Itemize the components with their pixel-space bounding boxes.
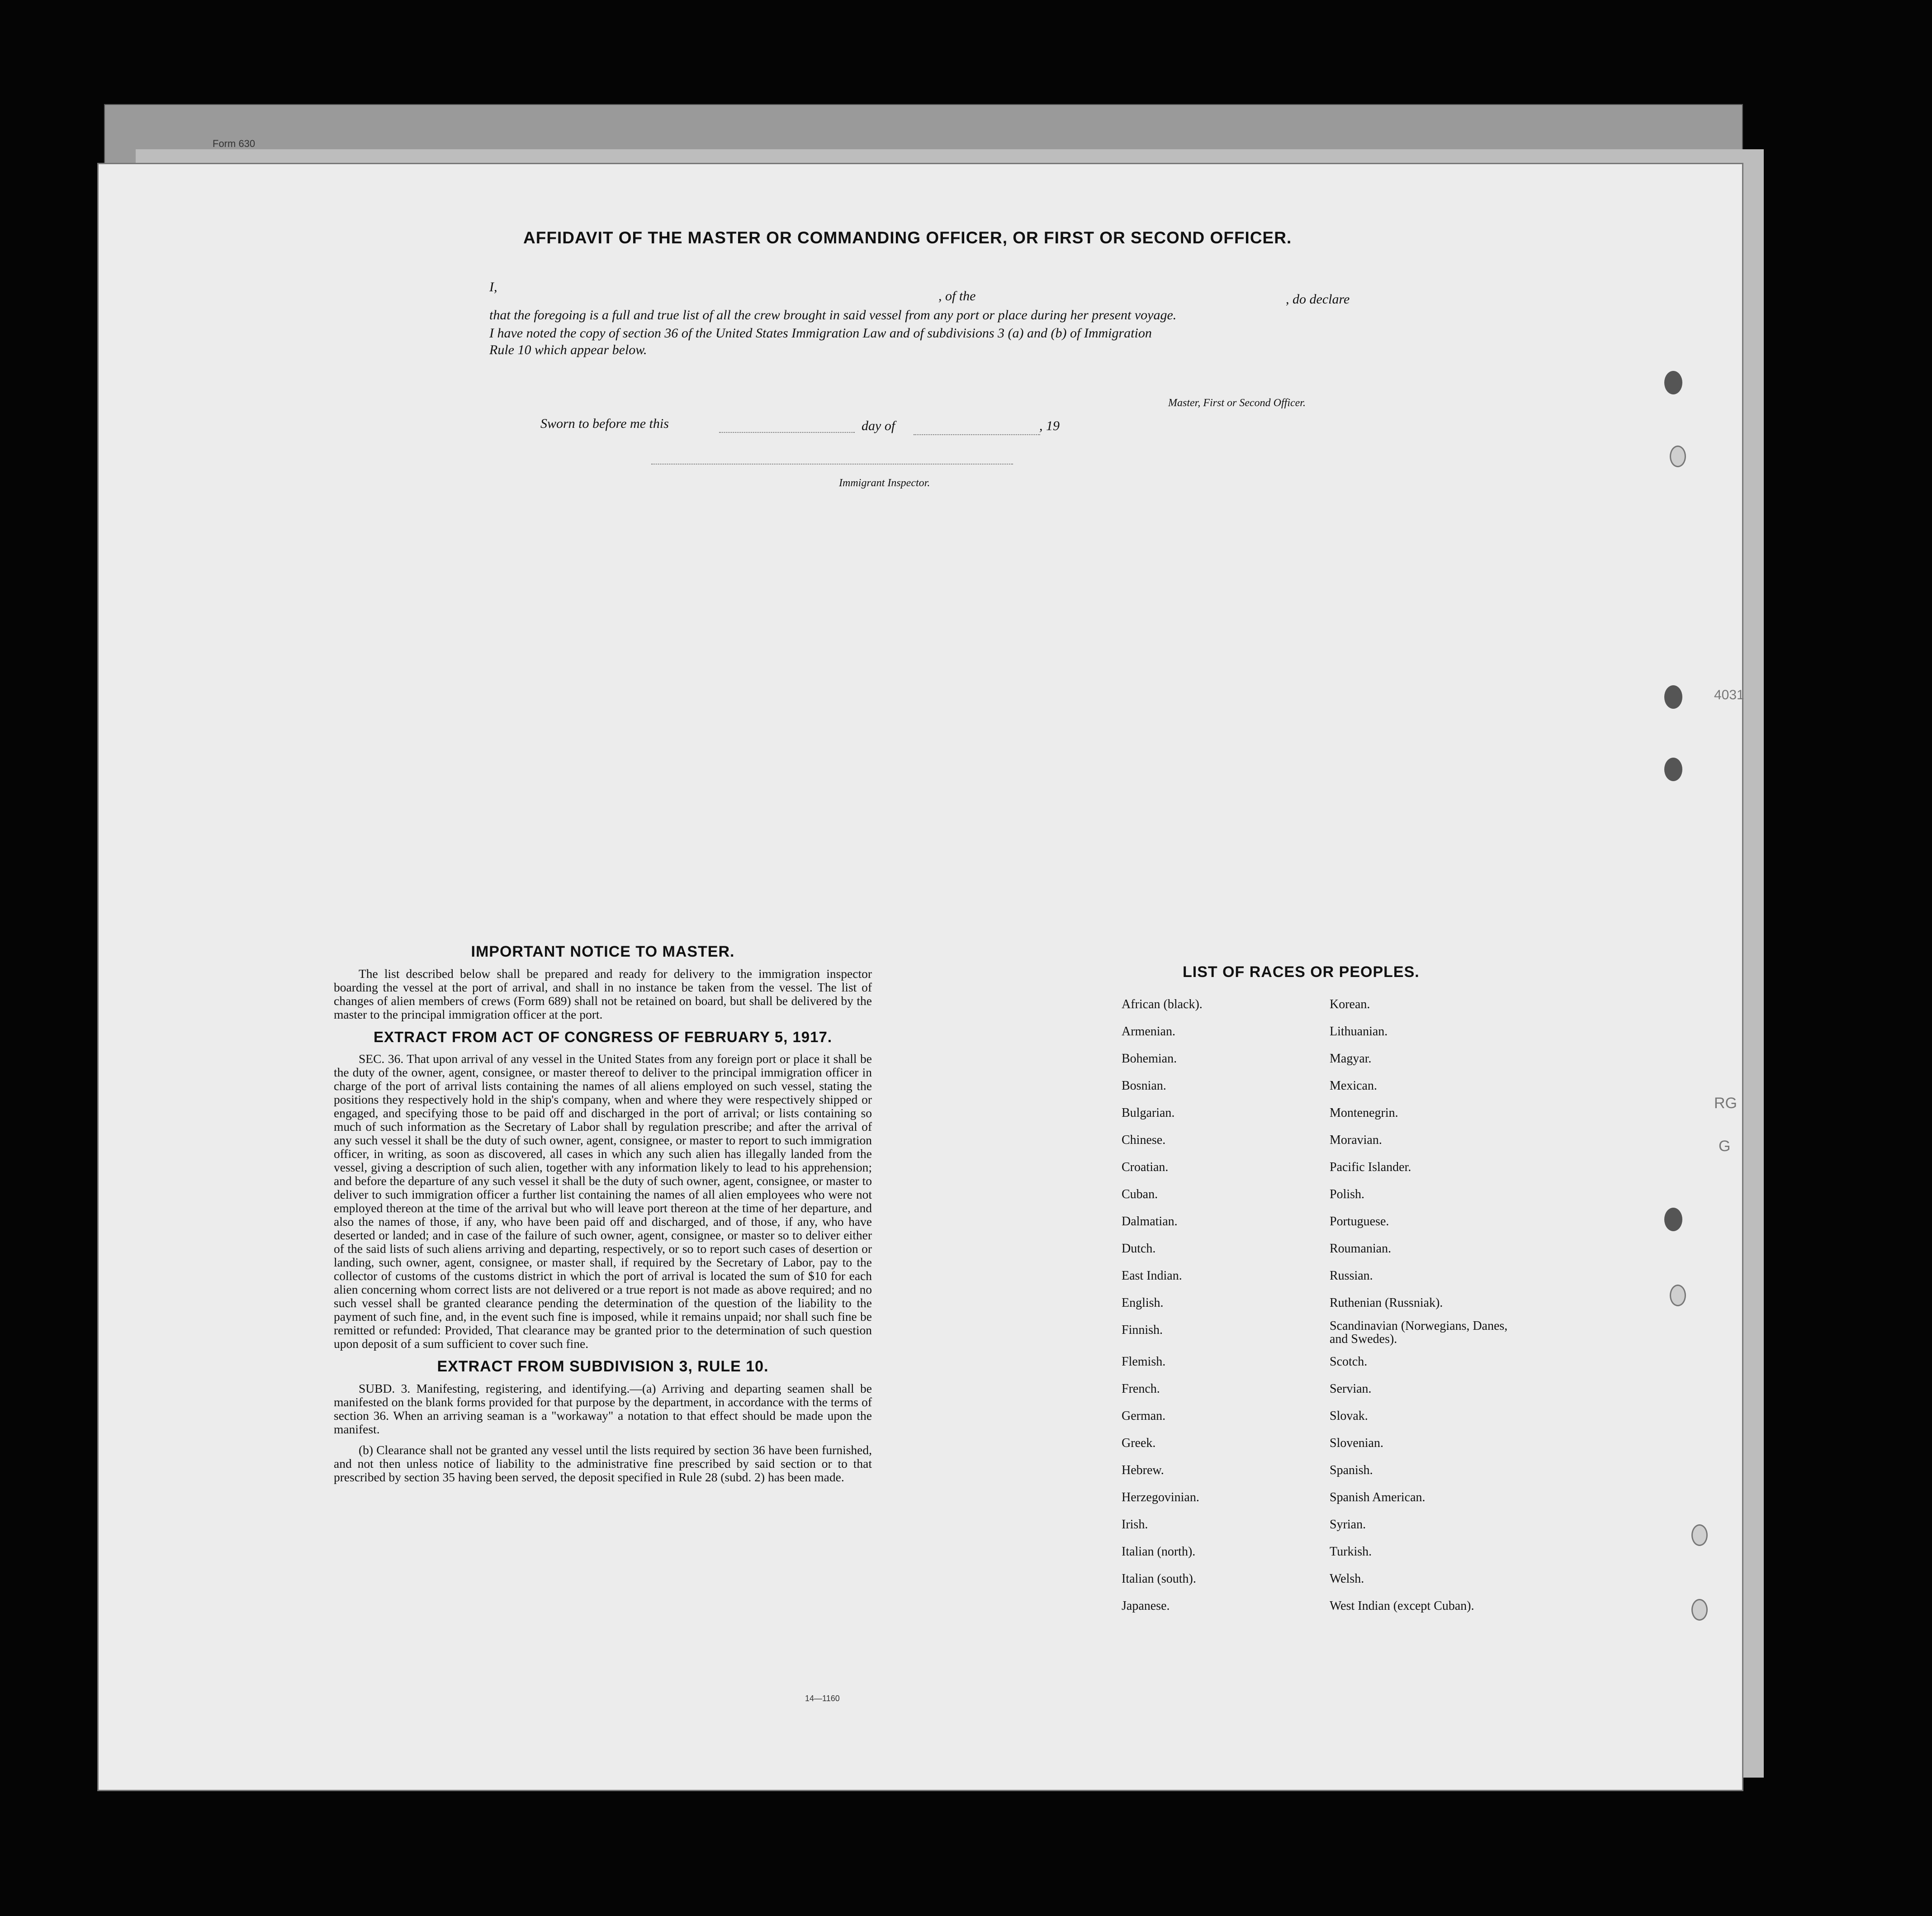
race-item: Greek. [1122,1436,1156,1450]
race-item: Finnish. [1122,1323,1163,1337]
sworn-month-line [914,434,1040,435]
affidavit-line4: Rule 10 which appear below. [489,342,647,357]
rule-para-b: (b) Clearance shall not be granted any vessel until the lists required by section 36 have been furnished, and not then unless notice of liability to the administrative fine prescribed by said section or to that prescribed by section 35 having been served, the deposit specified in Rule 28 (subd. 2) has been made. [334,1443,872,1484]
race-item: Moravian. [1330,1133,1382,1147]
race-item: West Indian (except Cuban). [1330,1599,1474,1613]
day-of-label: day of [862,418,895,433]
races-heading: LIST OF RACES OR PEOPLES. [1183,963,1420,981]
race-item: Lithuanian. [1330,1024,1388,1039]
affidavit-do-declare: , do declare [1286,292,1350,307]
binder-hole [1664,685,1682,709]
race-item: French. [1122,1382,1160,1396]
binder-hole [1664,371,1682,394]
race-item: Spanish American. [1330,1490,1425,1504]
binder-hole [1691,1599,1708,1621]
notice-body: The list described below shall be prepared and ready for delivery to the immigration inspector boarding the vessel at the port of arrival, and shall in no instance be taken from the vessel. The list of changes of alien members of crews (Form 689) shall not be retained on board, but shall be delivered by the master to the principal immigration officer at the port. [334,967,872,1021]
race-item: Italian (south). [1122,1572,1196,1586]
race-item: Slovak. [1330,1409,1368,1423]
race-item: Turkish. [1330,1545,1372,1559]
race-item: Croatian. [1122,1160,1169,1174]
race-item: Scotch. [1330,1355,1368,1369]
year-label: , 19 [1039,418,1060,433]
race-item: Korean. [1330,997,1370,1011]
form-footer-code: 14—1160 [805,1694,840,1703]
race-item: German. [1122,1409,1166,1423]
binder-hole [1664,1208,1682,1231]
race-item: Armenian. [1122,1024,1175,1039]
race-item: Hebrew. [1122,1463,1164,1477]
race-item: Scandinavian (Norwegians, Danes, and Swedes). [1330,1319,1508,1346]
race-item: African (black). [1122,997,1203,1011]
races-list [1122,963,1529,1617]
races-grid [1122,994,1529,1617]
race-item: Irish. [1122,1518,1148,1532]
race-item: East Indian. [1122,1269,1182,1283]
race-item: Chinese. [1122,1133,1166,1147]
affidavit-line3: I have noted the copy of section 36 of the United States Immigration Law and of subdivisions 3 (a) and (b) of Immigration [489,326,1152,341]
race-item: English. [1122,1296,1164,1310]
race-item: Flemish. [1122,1355,1166,1369]
race-item: Bulgarian. [1122,1106,1175,1120]
race-item: Portuguese. [1330,1214,1389,1228]
race-item: Dutch. [1122,1242,1156,1256]
race-item: Herzegovinian. [1122,1490,1199,1504]
signer-caption: Master, First or Second Officer. [1168,397,1306,409]
edge-mark-rg: RG [1714,1095,1737,1112]
race-item: Magyar. [1330,1052,1372,1066]
inspector-caption: Immigrant Inspector. [839,477,930,489]
race-item: Pacific Islander. [1330,1160,1411,1174]
rule-para-a: SUBD. 3. Manifesting, registering, and identifying.—(a) Arriving and departing seamen shall be manifested on the blank forms provided for that purpose by the department, in accordance with the terms of section 36. When an arriving seaman is a "workaway" a notation to that effect should be made upon the manifest. [334,1381,872,1436]
act-heading: EXTRACT FROM ACT OF CONGRESS OF FEBRUARY 5, 1917. [373,1029,833,1045]
race-item: Italian (north). [1122,1545,1196,1559]
affidavit-line2: that the foregoing is a full and true list of all the crew brought in said vessel from any port or place during her present voyage. [489,308,1177,322]
rule-heading: EXTRACT FROM SUBDIVISION 3, RULE 10. [437,1358,769,1375]
race-item: Montenegrin. [1330,1106,1398,1120]
race-item: Roumanian. [1330,1242,1392,1256]
binder-hole [1691,1524,1708,1546]
race-item: Slovenian. [1330,1436,1383,1450]
race-item: Cuban. [1122,1187,1158,1201]
sworn-day-line [719,432,855,433]
race-item: Japanese. [1122,1599,1170,1613]
binder-hole [1670,1285,1686,1306]
edge-mark-g: G [1719,1138,1731,1155]
race-item: Ruthenian (Russniak). [1330,1296,1443,1310]
binder-hole [1664,758,1682,781]
race-item: Bohemian. [1122,1052,1177,1066]
race-item: Welsh. [1330,1572,1364,1586]
race-item: Polish. [1330,1187,1365,1201]
race-item: Dalmatian. [1122,1214,1178,1228]
affidavit-of-the: , of the [938,289,976,304]
notice-heading: IMPORTANT NOTICE TO MASTER. [471,943,735,960]
race-item: Bosnian. [1122,1079,1166,1093]
binder-hole [1670,446,1686,467]
form-tab-label: Form 630 [213,138,256,149]
race-item: Mexican. [1330,1079,1377,1093]
edge-mark-number: 4031 [1714,688,1744,702]
race-item: Spanish. [1330,1463,1373,1477]
affidavit-title: AFFIDAVIT OF THE MASTER OR COMMANDING OFFICER, OR FIRST OR SECOND OFFICER. [523,228,1292,247]
notice-column [334,943,872,1491]
affidavit-i: I, [489,280,497,294]
inspector-signature-line [651,464,1013,465]
sworn-label: Sworn to before me this [540,416,669,431]
race-item: Servian. [1330,1382,1372,1396]
act-body: SEC. 36. That upon arrival of any vessel in the United States from any foreign port or place it shall be the duty of the owner, agent, consignee, or master thereof to deliver to the principal immigration officer in charge of the port of arrival lists containing the names of all aliens employed on such vessel, stating the positions they respectively hold in the ship's company, when and where they were respectively shipped or engaged, and specifying those to be paid off and discharged in the port of arrival; or lists containing so much of such information as the Secretary of Labor shall by regulation prescribe; and after the arrival of any such vessel it shall be the duty of such owner, agent, consignee, or master to report to such immigration officer, in writing, as soon as discovered, all cases in which any such alien has illegally landed from the vessel, giving a description of such alien, together with any information likely to lead to his apprehension; and before the departure of any such vessel it shall be the duty of such owner, agent, consignee, or master to deliver to such immigration officer a further list containing the names of all alien employees who were not employed thereon at the time of the arrival but who will leave port thereon at the time of her departure, and also the names of those, if any, who have been paid off and discharged, and of those, if any, who have deserted or landed; and in case of the failure of such owner, agent, consignee, or master so to deliver either of the said lists of such aliens arriving and departing, respectively, or so to report such cases of desertion or landing, such owner, agent, consignee, or master shall, if required by the Secretary of Labor, pay to the collector of customs of the customs district in which the port of arrival is located the sum of $10 for each alien concerning whom correct lists are not delivered or a true report is not made as above required; and no such vessel shall be granted clearance pending the determination of the question of the liability to the payment of such fine, and, in the event such fine is imposed, while it remains unpaid; nor shall such fine be remitted or refunded: Provided, That clearance may be granted prior to the determination of such question upon deposit of a sum sufficient to cover such fine. [334,1052,872,1351]
race-item: Syrian. [1330,1518,1366,1532]
race-item: Russian. [1330,1269,1373,1283]
